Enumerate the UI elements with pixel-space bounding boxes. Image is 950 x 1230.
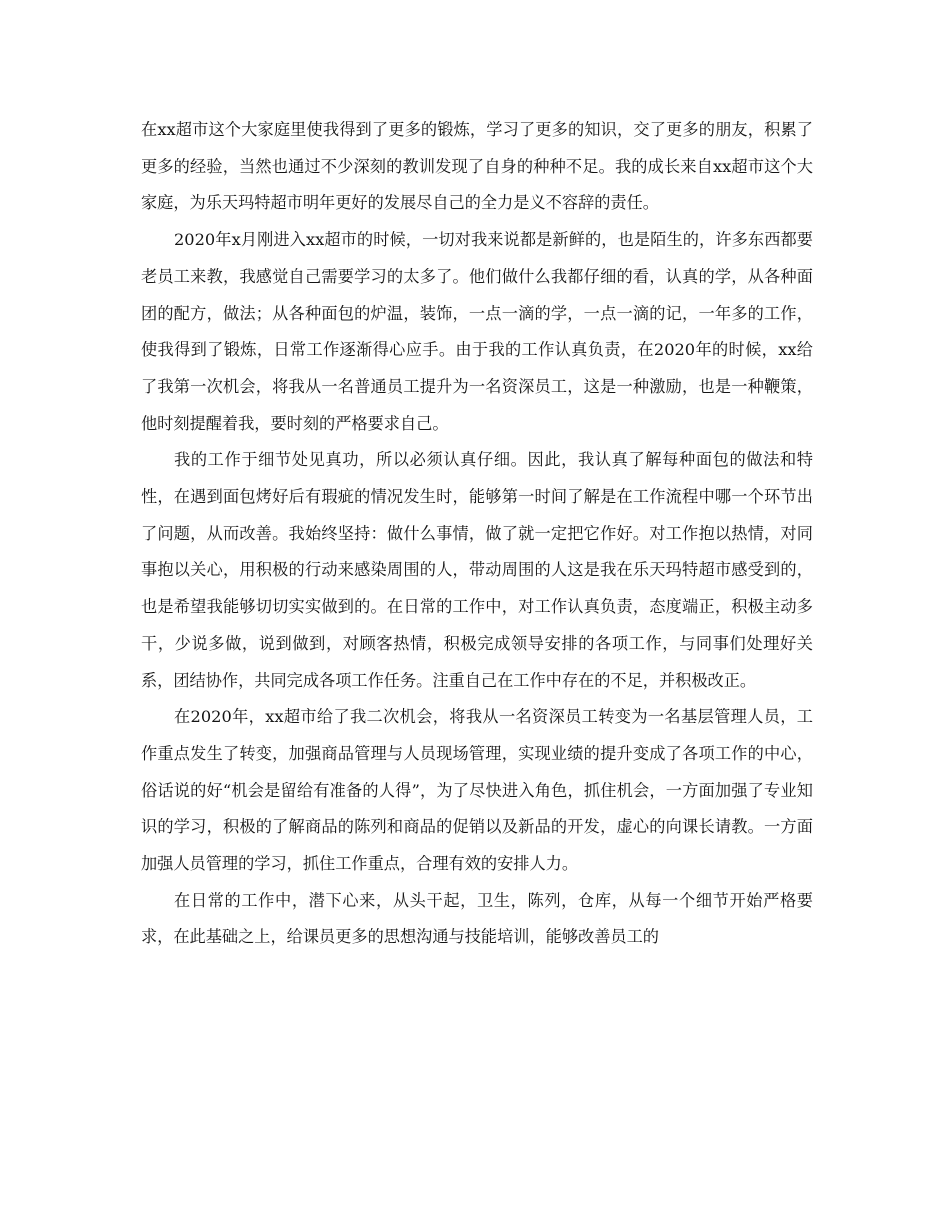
paragraph-3: 我的工作于细节处见真功，所以必须认真仔细。因此，我认真了解每种面包的做法和特性，在遇到面包烤好后有瑕疵的情况发生时，能够第一时间了解是在工作流程中哪一个环节出了问题，从而改善。我始终坚持：做什么事情，做了就一定把它作好。对工作抱以热情，对同事抱以关心，用积极的行动来感染周围的人，带动周围的人这是我在乐天玛特超市感受到的，也是希望我能够切切实实做到的。在日常的工作中，对工作认真负责，态度端正，积极主动多干，少说多做，说到做到，对顾客热情，积极完成领导安排的各项工作，与同事们处理好关系，团结协作，共同完成各项工作任务。注重自己在工作中存在的不足，并积极改正。: [141, 450, 813, 690]
paragraph-2: 2020年x月刚进入xx超市的时候，一切对我来说都是新鲜的，也是陌生的，许多东西都要老员工来教，我感觉自己需要学习的太多了。他们做什么我都仔细的看，认真的学，从各种面团的配方，做法；从各种面包的炉温，装饰，一点一滴的学，一点一滴的记，一年多的工作，使我得到了锻炼，日常工作逐渐得心应手。由于我的工作认真负责，在2020年的时候，xx给了我第一次机会，将我从一名普通员工提升为一名资深员工，这是一种激励，也是一种鞭策，他时刻提醒着我，要时刻的严格要求自己。: [141, 230, 813, 433]
document-body: [141, 112, 813, 956]
paragraph-5: 在日常的工作中，潜下心来，从头干起，卫生，陈列，仓库，从每一个细节开始严格要求，在此基础之上，给课员更多的思想沟通与技能培训，能够改善员工的: [141, 890, 813, 947]
paragraph-1: 在xx超市这个大家庭里使我得到了更多的锻炼，学习了更多的知识，交了更多的朋友，积累了更多的经验，当然也通过不少深刻的教训发现了自身的种种不足。我的成长来自xx超市这个大家庭，为乐天玛特超市明年更好的发展尽自己的全力是义不容辞的责任。: [141, 120, 813, 213]
paragraph-4: 在2020年，xx超市给了我二次机会，将我从一名资深员工转变为一名基层管理人员，工作重点发生了转变，加强商品管理与人员现场管理，实现业绩的提升变成了各项工作的中心，俗话说的好“机会是留给有准备的人得”，为了尽快进入角色，抓住机会，一方面加强了专业知识的学习，积极的了解商品的陈列和商品的促销以及新品的开发，虚心的向课长请教。一方面加强人员管理的学习，抓住工作重点，合理有效的安排人力。: [141, 707, 813, 874]
